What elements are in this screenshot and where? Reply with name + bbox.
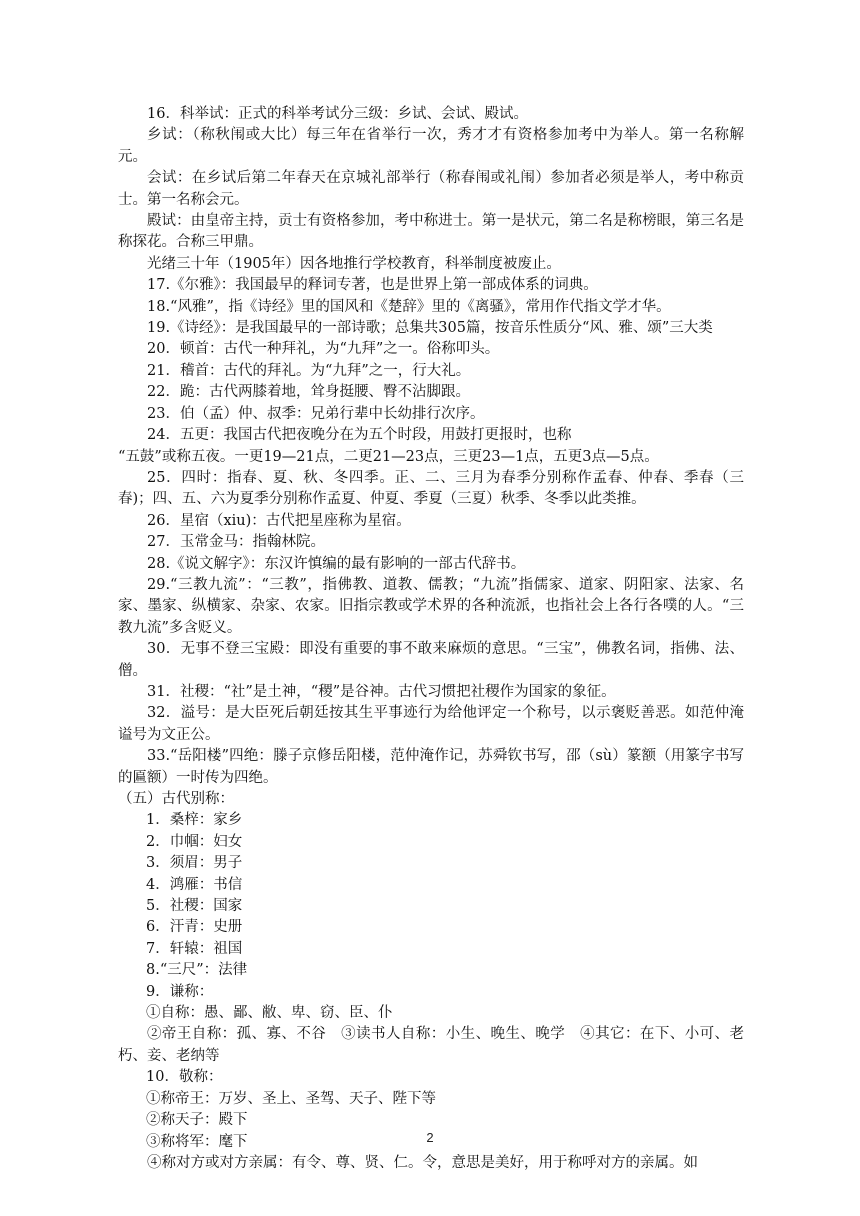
paragraph: 30．无事不登三宝殿：即没有重要的事不敢来麻烦的意思。“三宝”，佛教名词，指佛、法、僧。 [118,641,744,679]
paragraph: 24．五更：我国古代把夜晚分在为五个时段，用鼓打更报时，也称 [147,427,572,444]
page-number: 2 [426,1130,434,1145]
list-item: ①自称：愚、鄙、敝、卑、窃、臣、仆 [146,1005,393,1022]
paragraph: 20．顿首：古代一种拜礼，为“九拜”之一。俗称叩头。 [147,341,500,358]
paragraph: 18.“风雅”，指《诗经》里的国风和《楚辞》里的《离骚》，常用作代指文学才华。 [147,298,671,315]
paragraph: 21．稽首：古代的拜礼。为“九拜”之一，行大礼。 [147,362,471,379]
paragraph: 殿试：由皇帝主持，贡士有资格参加，考中称进士。第一是状元，第二名是称榜眼，第三名是称探花。合称三甲鼎。 [118,213,744,251]
paragraph: 32．溢号：是大臣死后朝廷按其生平事迹行为给他评定一个称号，以示褒贬善恶。如范仲淹谥号为文正公。 [118,705,744,743]
list-item: 10．敬称： [146,1069,223,1086]
paragraph: 28.《说文解字》：东汉许慎编的最有影响的一部古代辞书。 [147,555,526,572]
paragraph: 光绪三十年（1905年）因各地推行学校教育，科举制度被废止。 [147,255,561,272]
list-item: ②帝王自称：孤、寡、不谷 ③读书人自称：小生、晚生、晚学 ④其它：在下、小可、老朽、妾、老纳等 [118,1026,744,1064]
paragraph: 29.“三教九流”：“三教”，指佛教、道教、儒教；“九流”指儒家、道家、阴阳家、法家、名家、墨家、纵横家、杂家、农家。旧指宗教或学术界的各种流派，也指社会上各行各噗的人。“三教九流”多含贬义。 [118,576,744,636]
paragraph: 会试：在乡试后第二年春天在京城礼部举行（称春闱或礼闱）参加者必须是举人，考中称贡士。第一名称会元。 [118,170,744,208]
paragraph: 17.《尔雅》：我国最早的释词专著，也是世界上第一部成体系的词典。 [147,277,598,294]
paragraph: 16．科举试：正式的科举考试分三级：乡试、会试、殿试。 [147,106,528,122]
list-item: 7．轩辕：祖国 [146,940,243,957]
list-item: ②称天子：殿下 [146,1112,248,1129]
paragraph: 31．社稷：“社”是土神，“稷”是谷神。古代习惯把社稷作为国家的象征。 [147,683,616,700]
list-item: ④称对方或对方亲属：有令、尊、贤、仁。令，意思是美好，用于称呼对方的亲属。如 [147,1154,698,1171]
paragraph: 33.“岳阳楼”四绝：滕子京修岳阳楼，范仲淹作记，苏舜钦书写，邵（sù）篆额（用篆字书写的匾额）一时传为四绝。 [118,748,744,786]
list-item: 5．社稷：国家 [146,898,243,915]
section-heading: （五）古代别称： [118,791,234,807]
list-item: 3．须眉：男子 [146,855,243,872]
list-item: 8.“三尺”：法律 [146,962,248,979]
list-item: 6．汗青：史册 [146,919,243,936]
paragraph: 25．四时：指春、夏、秋、冬四季。正、二、三月为春季分别称作孟春、仲春、季春（三春)；四、五、六为夏季分别称作孟夏、仲夏、季夏（三夏）秋季、冬季以此类推。 [118,469,744,508]
paragraph: 27．玉常金马：指翰林院。 [147,534,325,551]
list-item: ③称将军：麾下 [146,1133,248,1150]
paragraph: 26．星宿（xiu)：古代把星座称为星宿。 [147,512,411,529]
paragraph: 23．伯（孟）仲、叔季：兄弟行辈中长幼排行次序。 [147,405,485,422]
list-item: 2．巾帼：妇女 [146,833,243,850]
list-item: 1．桑梓：家乡 [146,812,243,829]
list-item: ①称帝王：万岁、圣上、圣驾、天子、陛下等 [146,1090,436,1107]
paragraph: 19.《诗经》：是我国最早的一部诗歌；总集共305篇，按音乐性质分“风、雅、颂”三大类 [147,320,713,337]
paragraph: “五鼓”或称五夜。一更19—21点，二更21—23点，三更23—1点，五更3点—5点。 [118,448,659,465]
page-content [118,104,744,1174]
paragraph: 22．跪：古代两膝着地，耸身挺腰、臀不沾脚跟。 [147,384,470,401]
list-item: 4．鸿雁：书信 [146,876,243,893]
paragraph: 乡试：（称秋闱或大比）每三年在省举行一次，秀才才有资格参加考中为举人。第一名称解元。 [118,127,744,165]
list-item: 9．谦称： [146,983,214,1000]
